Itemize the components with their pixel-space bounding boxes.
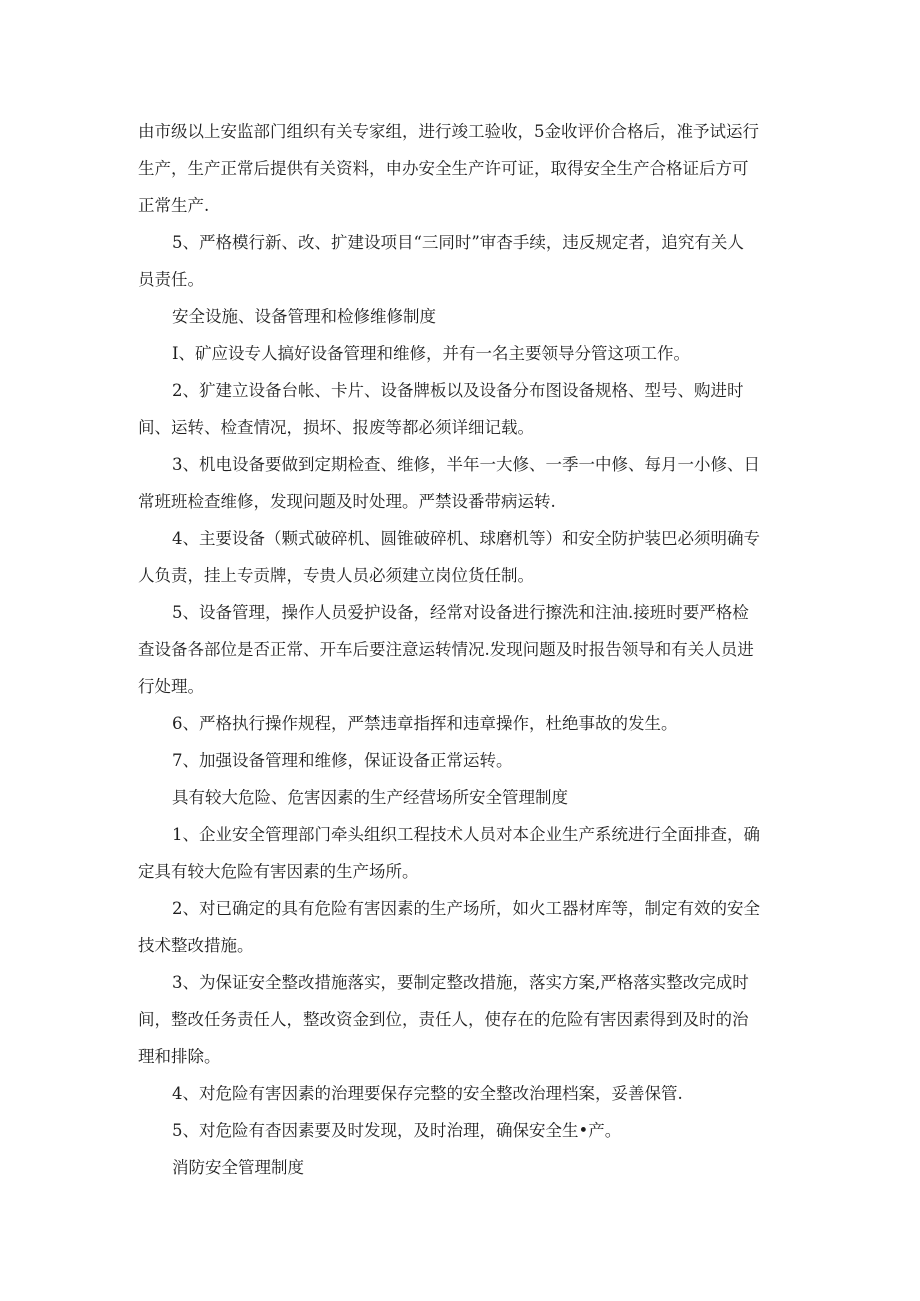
text-line: 2、对已确定的具有危险有害因素的生产场所，如火工器材库等，制定有效的安全: [172, 899, 760, 918]
text-line: I、矿应设专人搞好设备管理和维修，并有一名主要领导分管这项工作。: [172, 344, 691, 363]
text-line: 4、对危险有害因素的治理要保存完整的安全整改治理档案，妥善保管.: [172, 1084, 683, 1103]
text-line: 5、设备管理，操作人员爱护设备，经常对设备进行擦洗和注油.接班时要严格检: [172, 603, 749, 622]
text-line: 理和排除。: [138, 1047, 221, 1066]
text-line: 3、机电设备要做到定期检查、维修，半年一大修、一季一中修、每月一小修、日: [172, 455, 760, 474]
text-line: 间，整改任务责任人，整改资金到位，责任人，使存在的危险有害因素得到及时的治: [138, 1010, 749, 1029]
text-line: 6、严格执行操作规程，严禁违章指挥和违章操作，杜绝事故的发生。: [172, 714, 678, 733]
text-line: 2、犷建立设备台帐、卡片、设备牌板以及设备分布图设备规格、型号、购进时: [172, 381, 744, 400]
text-line: 4、主要设备（颗式破碎机、圆锥破碎机、球磨机等）和安全防护装巴必须明确专: [172, 529, 760, 548]
text-line: 1、企业安全管理部门牵头组织工程技术人员对本企业生产系统进行全面排查，确: [172, 825, 760, 844]
text-line: 人负责，挂上专贡牌，专贵人员必须建立岗位货任制。: [138, 566, 534, 585]
text-line: 员责任。: [138, 270, 204, 289]
text-line: 常班班检查维修，发现问题及时处理。严禁设番带病运转.: [138, 492, 556, 511]
text-line: 3、为保证安全整改措施落实，要制定整改措施，落实方案,严格落实整改完成时: [172, 973, 749, 992]
text-line: 行处理。: [138, 677, 204, 696]
text-line: 技术整改措施。: [138, 936, 254, 955]
text-line: 5、对危险有杳因素要及时发现，及时治理，确保安全生•产。: [172, 1121, 622, 1140]
text-line: 定具有较大危险有害因素的生产场所。: [138, 862, 419, 881]
text-line: 间、运转、检查情况，损坏、报废等都必须详细记载。: [138, 418, 534, 437]
text-line: 查设备各部位是否正常、开车后要注意运转情况.发现问题及时报告领导和有关人员进: [138, 640, 754, 659]
section-heading: 具有较大危险、危害因素的生产经营场所安全管理制度: [172, 788, 568, 807]
text-line: 5、严格模行新、改、扩建设项目“三同时”审杳手续，违反规定者，追究有关人: [172, 233, 744, 252]
text-line: 7、加强设备管理和维修，保证设备正常运转。: [172, 751, 513, 770]
section-heading: 消防安全管理制度: [172, 1158, 304, 1177]
text-line: 生产，生产正常后提供有关资料，申办安全生产许可证，取得安全生产合格证后方可: [138, 159, 749, 178]
text-line: 正常生产.: [138, 196, 210, 215]
section-heading: 安全设施、设备管理和检修维修制度: [172, 307, 436, 326]
text-line: 由市级以上安监部门组织有关专家组，进行竣工验收，5金收评价合格后，准予试运行: [138, 122, 759, 141]
